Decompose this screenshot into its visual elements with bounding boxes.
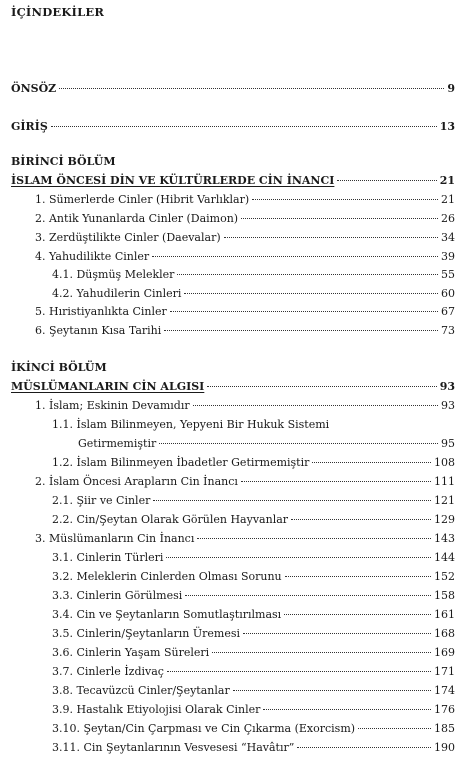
toc-entry-page-number: 26: [441, 212, 455, 225]
toc-entry-page-number: 121: [434, 494, 455, 507]
toc-entry-label: 3.10. Şeytan/Cin Çarpması ve Cin Çıkarma (Exorcism): [52, 722, 356, 735]
toc-entry-page-number: 111: [434, 475, 455, 488]
dot-leader: [233, 690, 431, 691]
toc-entry: [52, 627, 455, 641]
toc-entry: [52, 646, 455, 660]
toc-entry-page-number: 168: [434, 627, 455, 640]
toc-entry-label: 1. İslam; Eskinin Devamıdır: [35, 399, 190, 412]
toc-entry: [52, 513, 455, 527]
dot-leader: [207, 386, 436, 387]
toc-entry-page-number: 93: [439, 380, 455, 393]
toc-entry: [52, 456, 455, 470]
dot-leader: [243, 633, 431, 634]
dot-leader: [193, 405, 438, 406]
toc-entry-label: 3.1. Cinlerin Türleri: [52, 551, 164, 564]
toc-entry: [11, 361, 455, 375]
toc-entry-label: 3.7. Cinlerle İzdivaç: [52, 665, 164, 678]
toc-entry-page-number: 152: [434, 570, 455, 583]
toc-entry-label: 2. Antik Yunanlarda Cinler (Daimon): [35, 212, 239, 225]
toc-entry-page-number: 21: [439, 174, 455, 187]
toc-entry-label: 2. İslam Öncesi Arapların Cin İnancı: [35, 475, 238, 488]
toc-entry-page-number: 67: [441, 305, 455, 318]
dot-leader: [252, 199, 438, 200]
toc-entry: [52, 722, 455, 736]
dot-leader: [164, 330, 438, 331]
toc-entry-label: 3.4. Cin ve Şeytanların Somutlaştırılması: [52, 608, 282, 621]
toc-entry-label: 5. Hıristiyanlıkta Cinler: [35, 305, 167, 318]
toc-entry-label: Getirmemiştir: [78, 437, 157, 450]
dot-leader: [358, 728, 431, 729]
toc-entry-label: 1.1. İslam Bilinmeyen, Yepyeni Bir Hukuk Sistemi: [52, 418, 330, 431]
dot-leader: [170, 311, 438, 312]
dot-leader: [166, 557, 431, 558]
dot-leader: [184, 293, 438, 294]
dot-leader: [224, 237, 438, 238]
toc-entry-page-number: 73: [441, 324, 455, 337]
toc-entry: [52, 268, 455, 282]
toc-entry: [52, 589, 455, 603]
toc-entry: [52, 665, 455, 679]
toc-entry-label: İKİNCİ BÖLÜM: [11, 361, 107, 374]
dot-leader: [177, 274, 438, 275]
toc-entry: [11, 155, 455, 169]
dot-leader: [197, 538, 431, 539]
dot-leader: [285, 576, 431, 577]
dot-leader: [59, 88, 444, 89]
toc-entry: [11, 120, 455, 134]
toc-entry-label: 3.5. Cinlerin/Şeytanların Üremesi: [52, 627, 240, 640]
toc-entry-label: BİRİNCİ BÖLÜM: [11, 155, 116, 168]
toc-entry-label: 4.1. Düşmüş Melekler: [52, 268, 175, 281]
toc-entry-label: 4. Yahudilikte Cinler: [35, 250, 150, 263]
toc-entry-label: 3.11. Cin Şeytanlarının Vesvesesi “Havâtır”: [52, 741, 295, 754]
toc-entry: [52, 551, 455, 565]
toc-entry: [35, 193, 455, 207]
toc-entry-label: 3. Müslümanların Cin İnancı: [35, 532, 195, 545]
toc-entry: [35, 475, 455, 489]
toc-entry: [11, 380, 455, 394]
toc-entry-label: 3. Zerdüştilikte Cinler (Daevalar): [35, 231, 221, 244]
toc-entry-page-number: 39: [441, 250, 455, 263]
toc-entry-label: 3.6. Cinlerin Yaşam Süreleri: [52, 646, 210, 659]
toc-entry: [78, 437, 455, 451]
dot-leader: [167, 671, 431, 672]
toc-entry-page-number: 9: [447, 82, 455, 95]
toc-entry: [52, 287, 455, 301]
toc-entry-page-number: 171: [434, 665, 455, 678]
toc-entry-label: 3.9. Hastalık Etiyolojisi Olarak Cinler: [52, 703, 261, 716]
toc-entry-page-number: 161: [434, 608, 455, 621]
toc-entry: [52, 741, 455, 755]
toc-entry-page-number: 95: [441, 437, 455, 450]
dot-leader: [291, 519, 431, 520]
toc-entry-label: 4.2. Yahudilerin Cinleri: [52, 287, 182, 300]
dot-leader: [51, 126, 437, 127]
toc-entry-label: MÜSLÜMANLARIN CİN ALGISI: [11, 380, 205, 393]
toc-entry-page-number: 169: [434, 646, 455, 659]
toc-entry-page-number: 34: [441, 231, 455, 244]
toc-entry-page-number: 190: [434, 741, 455, 754]
page-title: İÇİNDEKİLER: [11, 5, 105, 19]
toc-entry-label: 2.1. Şiir ve Cinler: [52, 494, 151, 507]
toc-entry: [52, 418, 455, 432]
toc-entry: [35, 399, 455, 413]
dot-leader: [241, 481, 431, 482]
toc-entry: [35, 212, 455, 226]
toc-entry-page-number: 21: [441, 193, 455, 206]
toc-entry: [35, 231, 455, 245]
toc-entry: [35, 250, 455, 264]
toc-entry-page-number: 55: [441, 268, 455, 281]
toc-entry: [52, 684, 455, 698]
toc-entry-page-number: 158: [434, 589, 455, 602]
toc-entry: [35, 532, 455, 546]
toc-entry-label: 3.2. Meleklerin Cinlerden Olması Sorunu: [52, 570, 282, 583]
toc-entry: [52, 570, 455, 584]
toc-entry-label: 3.8. Tecavüzcü Cinler/Şeytanlar: [52, 684, 230, 697]
dot-leader: [152, 256, 438, 257]
dot-leader: [185, 595, 431, 596]
toc-entry-page-number: 93: [441, 399, 455, 412]
toc-entry-page-number: 174: [434, 684, 455, 697]
toc-entry: [35, 305, 455, 319]
dot-leader: [337, 180, 436, 181]
toc-entry-label: 6. Şeytanın Kısa Tarihi: [35, 324, 162, 337]
toc-entry-label: ÖNSÖZ: [11, 82, 57, 95]
toc-entry-page-number: 143: [434, 532, 455, 545]
toc-entry: [35, 324, 455, 338]
toc-entry: [52, 608, 455, 622]
dot-leader: [153, 500, 431, 501]
toc-entry-page-number: 60: [441, 287, 455, 300]
toc-entry: [11, 82, 455, 96]
toc-entry-label: 1. Sümerlerde Cinler (Hibrit Varlıklar): [35, 193, 250, 206]
toc-entry-page-number: 185: [434, 722, 455, 735]
toc-entry-label: İSLAM ÖNCESİ DİN VE KÜLTÜRLERDE CİN İNANCI: [11, 174, 335, 187]
dot-leader: [212, 652, 431, 653]
toc-entry-page-number: 129: [434, 513, 455, 526]
toc-entry: [52, 494, 455, 508]
toc-entry-label: GİRİŞ: [11, 120, 48, 133]
toc-entry-label: 2.2. Cin/Şeytan Olarak Görülen Hayvanlar: [52, 513, 289, 526]
toc-entry-page-number: 108: [434, 456, 455, 469]
toc-entry-label: 1.2. İslam Bilinmeyen İbadetler Getirmemiştir: [52, 456, 310, 469]
toc-entry-page-number: 176: [434, 703, 455, 716]
toc-entry: [11, 174, 455, 188]
toc-entry-page-number: 144: [434, 551, 455, 564]
dot-leader: [284, 614, 431, 615]
dot-leader: [312, 462, 431, 463]
toc-entry-page-number: 13: [439, 120, 455, 133]
dot-leader: [241, 218, 438, 219]
dot-leader: [159, 443, 438, 444]
toc-entry: [52, 703, 455, 717]
dot-leader: [263, 709, 431, 710]
toc-entry-label: 3.3. Cinlerin Görülmesi: [52, 589, 183, 602]
dot-leader: [297, 747, 431, 748]
